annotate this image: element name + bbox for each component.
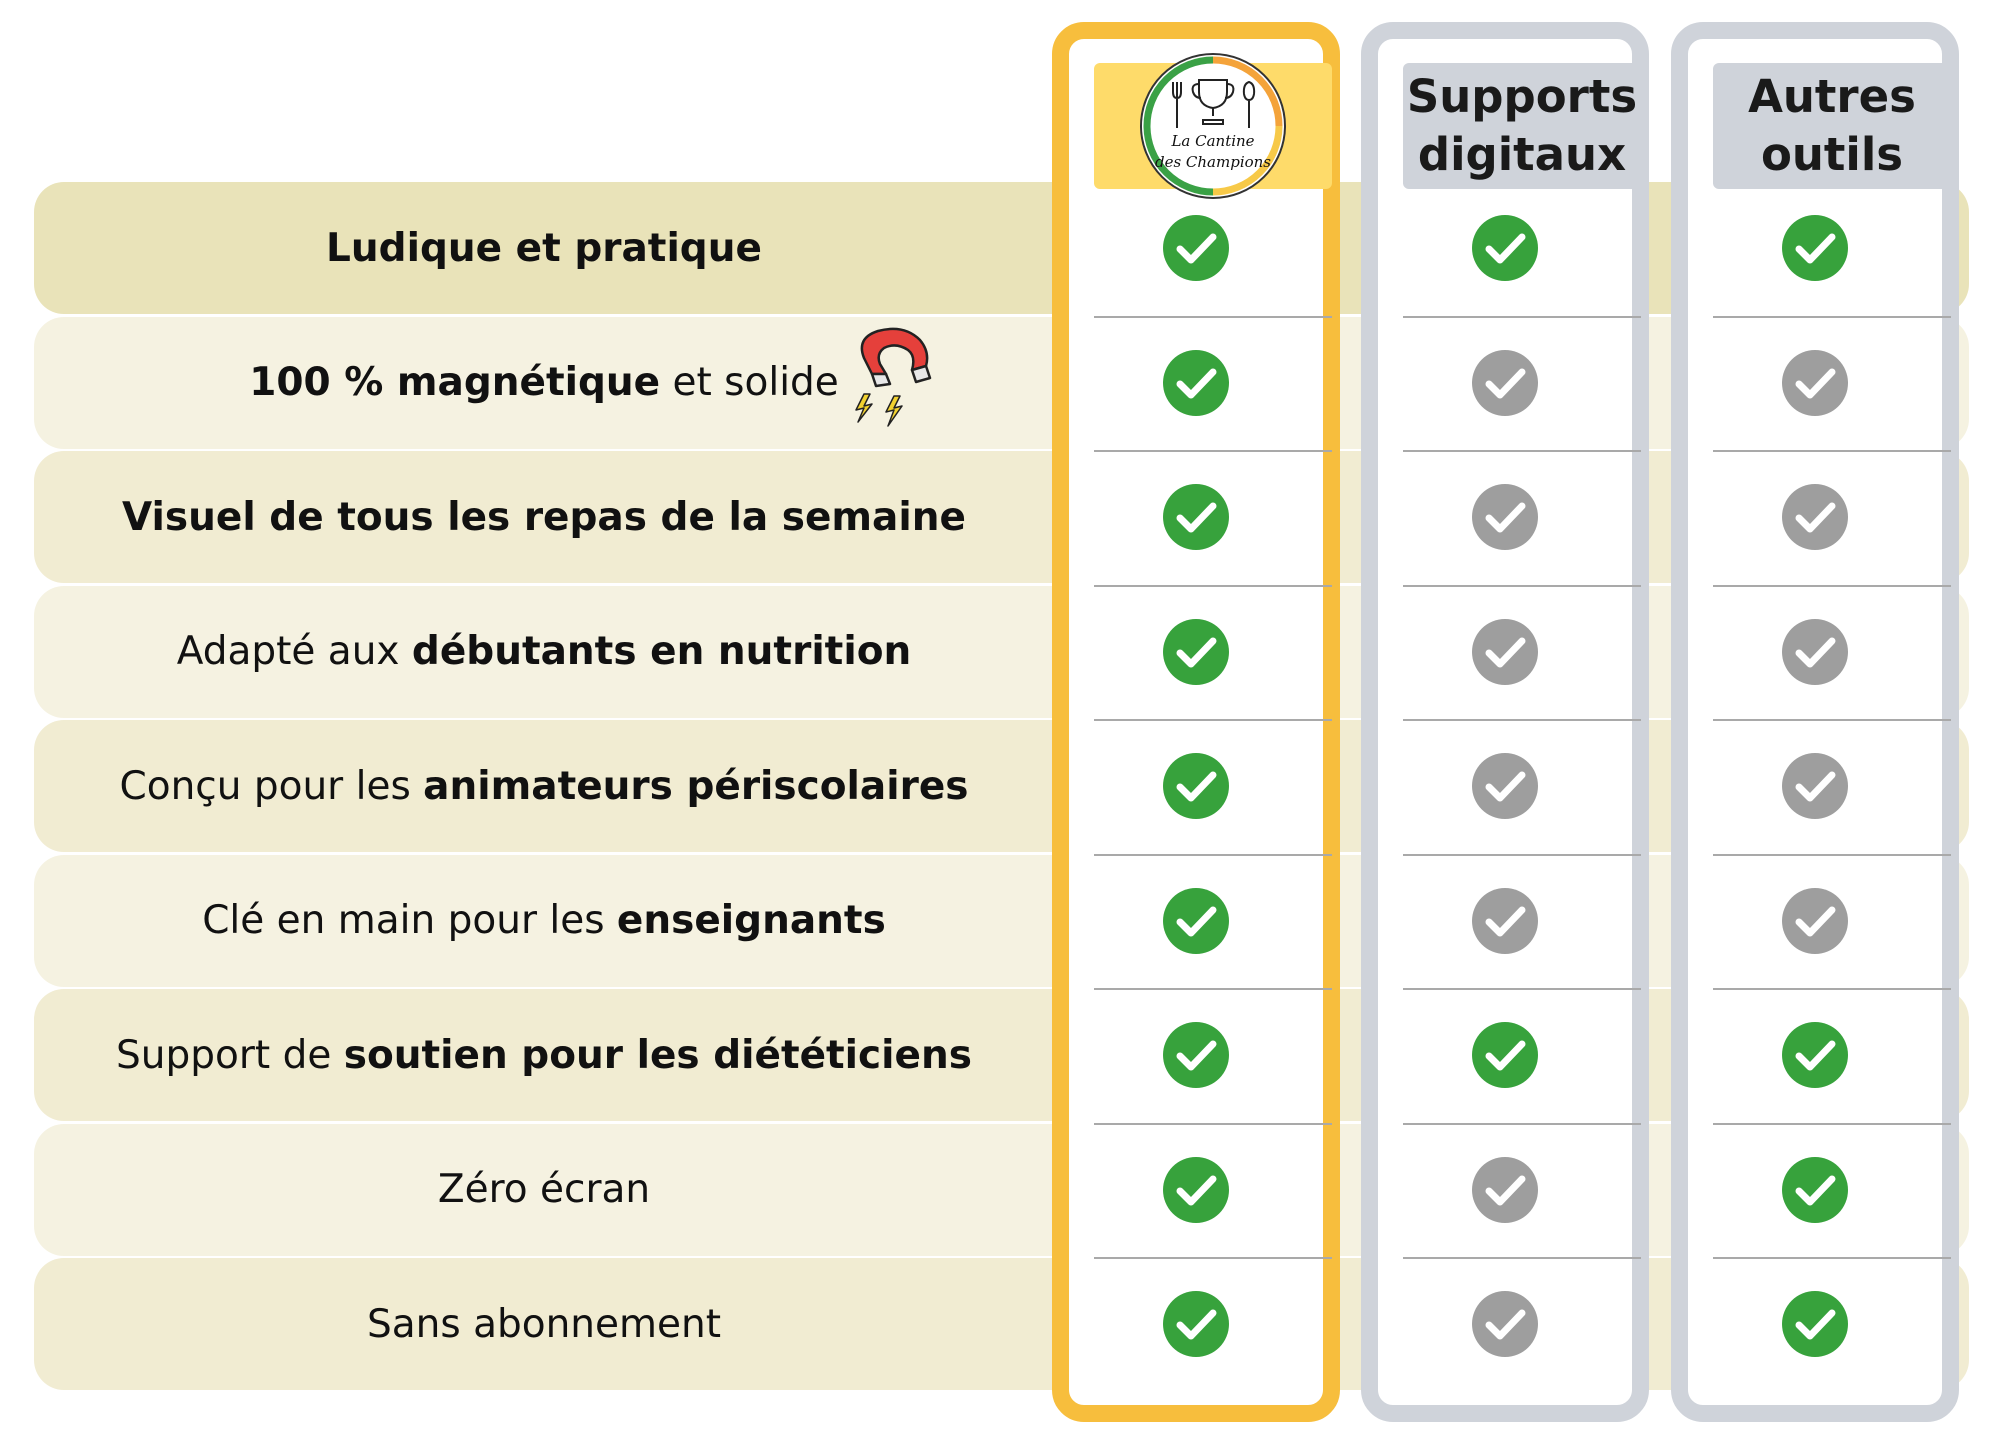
- row-separator: [1094, 1123, 1332, 1125]
- column-header-digital: [1403, 63, 1641, 189]
- feature-text-regular: Clé en main pour les: [202, 898, 617, 943]
- feature-text-regular: et solide: [660, 360, 839, 405]
- check-grey-icon: [1470, 617, 1540, 687]
- check-green-icon: [1161, 348, 1231, 418]
- row-separator: [1403, 585, 1641, 587]
- feature-text-regular: Support de: [116, 1032, 344, 1078]
- feature-label: [34, 182, 1054, 314]
- feature-text: [177, 629, 912, 674]
- check-green-icon: [1780, 1155, 1850, 1225]
- feature-text-regular: Sans abonnement: [366, 1301, 722, 1347]
- feature-label: [34, 1124, 1054, 1256]
- feature-label: [34, 586, 1054, 718]
- check-green-icon: [1161, 1289, 1231, 1359]
- logo-text: des Champions: [1154, 153, 1272, 171]
- row-separator: [1713, 1123, 1951, 1125]
- row-separator: [1403, 316, 1641, 318]
- check-green-icon: [1161, 886, 1231, 956]
- check-grey-icon: [1780, 482, 1850, 552]
- check-grey-icon: [1780, 886, 1850, 956]
- column-header-autres: [1713, 63, 1951, 189]
- row-separator: [1713, 988, 1951, 990]
- row-separator: [1094, 316, 1332, 318]
- feature-text-regular: Adapté aux: [176, 629, 412, 674]
- row-separator: [1713, 719, 1951, 721]
- feature-label: [34, 855, 1054, 987]
- logo-text: La Cantine: [1171, 132, 1255, 150]
- cantine-logo: [1137, 50, 1289, 202]
- check-grey-icon: [1470, 1155, 1540, 1225]
- check-grey-icon: [1780, 617, 1850, 687]
- feature-label: [34, 720, 1054, 852]
- check-green-icon: [1161, 617, 1231, 687]
- feature-text: [202, 898, 886, 943]
- row-separator: [1713, 1257, 1951, 1259]
- column-title: Autres outils: [1748, 70, 1916, 181]
- row-separator: [1403, 1123, 1641, 1125]
- row-separator: [1713, 854, 1951, 856]
- row-separator: [1403, 1257, 1641, 1259]
- row-separator: [1094, 854, 1332, 856]
- row-separator: [1094, 585, 1332, 587]
- feature-text-bold: enseignants: [616, 898, 886, 943]
- feature-text: [119, 764, 968, 809]
- row-separator: [1403, 719, 1641, 721]
- feature-text: [438, 1167, 650, 1212]
- check-green-icon: [1161, 1155, 1231, 1225]
- row-separator: [1094, 988, 1332, 990]
- check-grey-icon: [1470, 482, 1540, 552]
- check-green-icon: [1161, 213, 1231, 283]
- row-separator: [1713, 585, 1951, 587]
- feature-label: [34, 451, 1054, 583]
- row-separator: [1403, 854, 1641, 856]
- check-green-icon: [1780, 1289, 1850, 1359]
- feature-text: [249, 360, 839, 405]
- row-separator: [1094, 450, 1332, 452]
- row-separator: [1403, 450, 1641, 452]
- feature-text: [326, 226, 762, 271]
- feature-text-bold: Ludique et pratique: [326, 225, 762, 271]
- feature-text-regular: Zéro écran: [437, 1167, 651, 1212]
- check-grey-icon: [1470, 886, 1540, 956]
- row-separator: [1403, 988, 1641, 990]
- check-grey-icon: [1470, 348, 1540, 418]
- feature-text-bold: animateurs périscolaires: [423, 763, 969, 809]
- feature-text: [122, 495, 966, 540]
- feature-text: [367, 1302, 721, 1347]
- magnet-icon: [850, 326, 940, 430]
- feature-text-bold: débutants en nutrition: [411, 629, 912, 674]
- check-green-icon: [1161, 1020, 1231, 1090]
- check-green-icon: [1161, 751, 1231, 821]
- row-separator: [1713, 450, 1951, 452]
- row-separator: [1713, 316, 1951, 318]
- check-green-icon: [1470, 1020, 1540, 1090]
- check-green-icon: [1780, 1020, 1850, 1090]
- column-title: Supports digitaux: [1406, 70, 1638, 181]
- column-header-cantine: [1094, 63, 1332, 189]
- check-grey-icon: [1780, 348, 1850, 418]
- feature-text-bold: soutien pour les diététiciens: [343, 1032, 972, 1078]
- check-green-icon: [1161, 482, 1231, 552]
- feature-label: [34, 1258, 1054, 1390]
- check-grey-icon: [1780, 751, 1850, 821]
- feature-text-regular: Conçu pour les: [119, 763, 424, 809]
- check-grey-icon: [1470, 1289, 1540, 1359]
- check-grey-icon: [1470, 751, 1540, 821]
- feature-text-bold: Visuel de tous les repas de la semaine: [122, 494, 966, 540]
- feature-text-bold: 100 % magnétique: [249, 360, 661, 405]
- check-green-icon: [1470, 213, 1540, 283]
- check-green-icon: [1780, 213, 1850, 283]
- row-separator: [1094, 719, 1332, 721]
- feature-text: [116, 1033, 972, 1078]
- feature-label: [34, 989, 1054, 1121]
- row-separator: [1094, 1257, 1332, 1259]
